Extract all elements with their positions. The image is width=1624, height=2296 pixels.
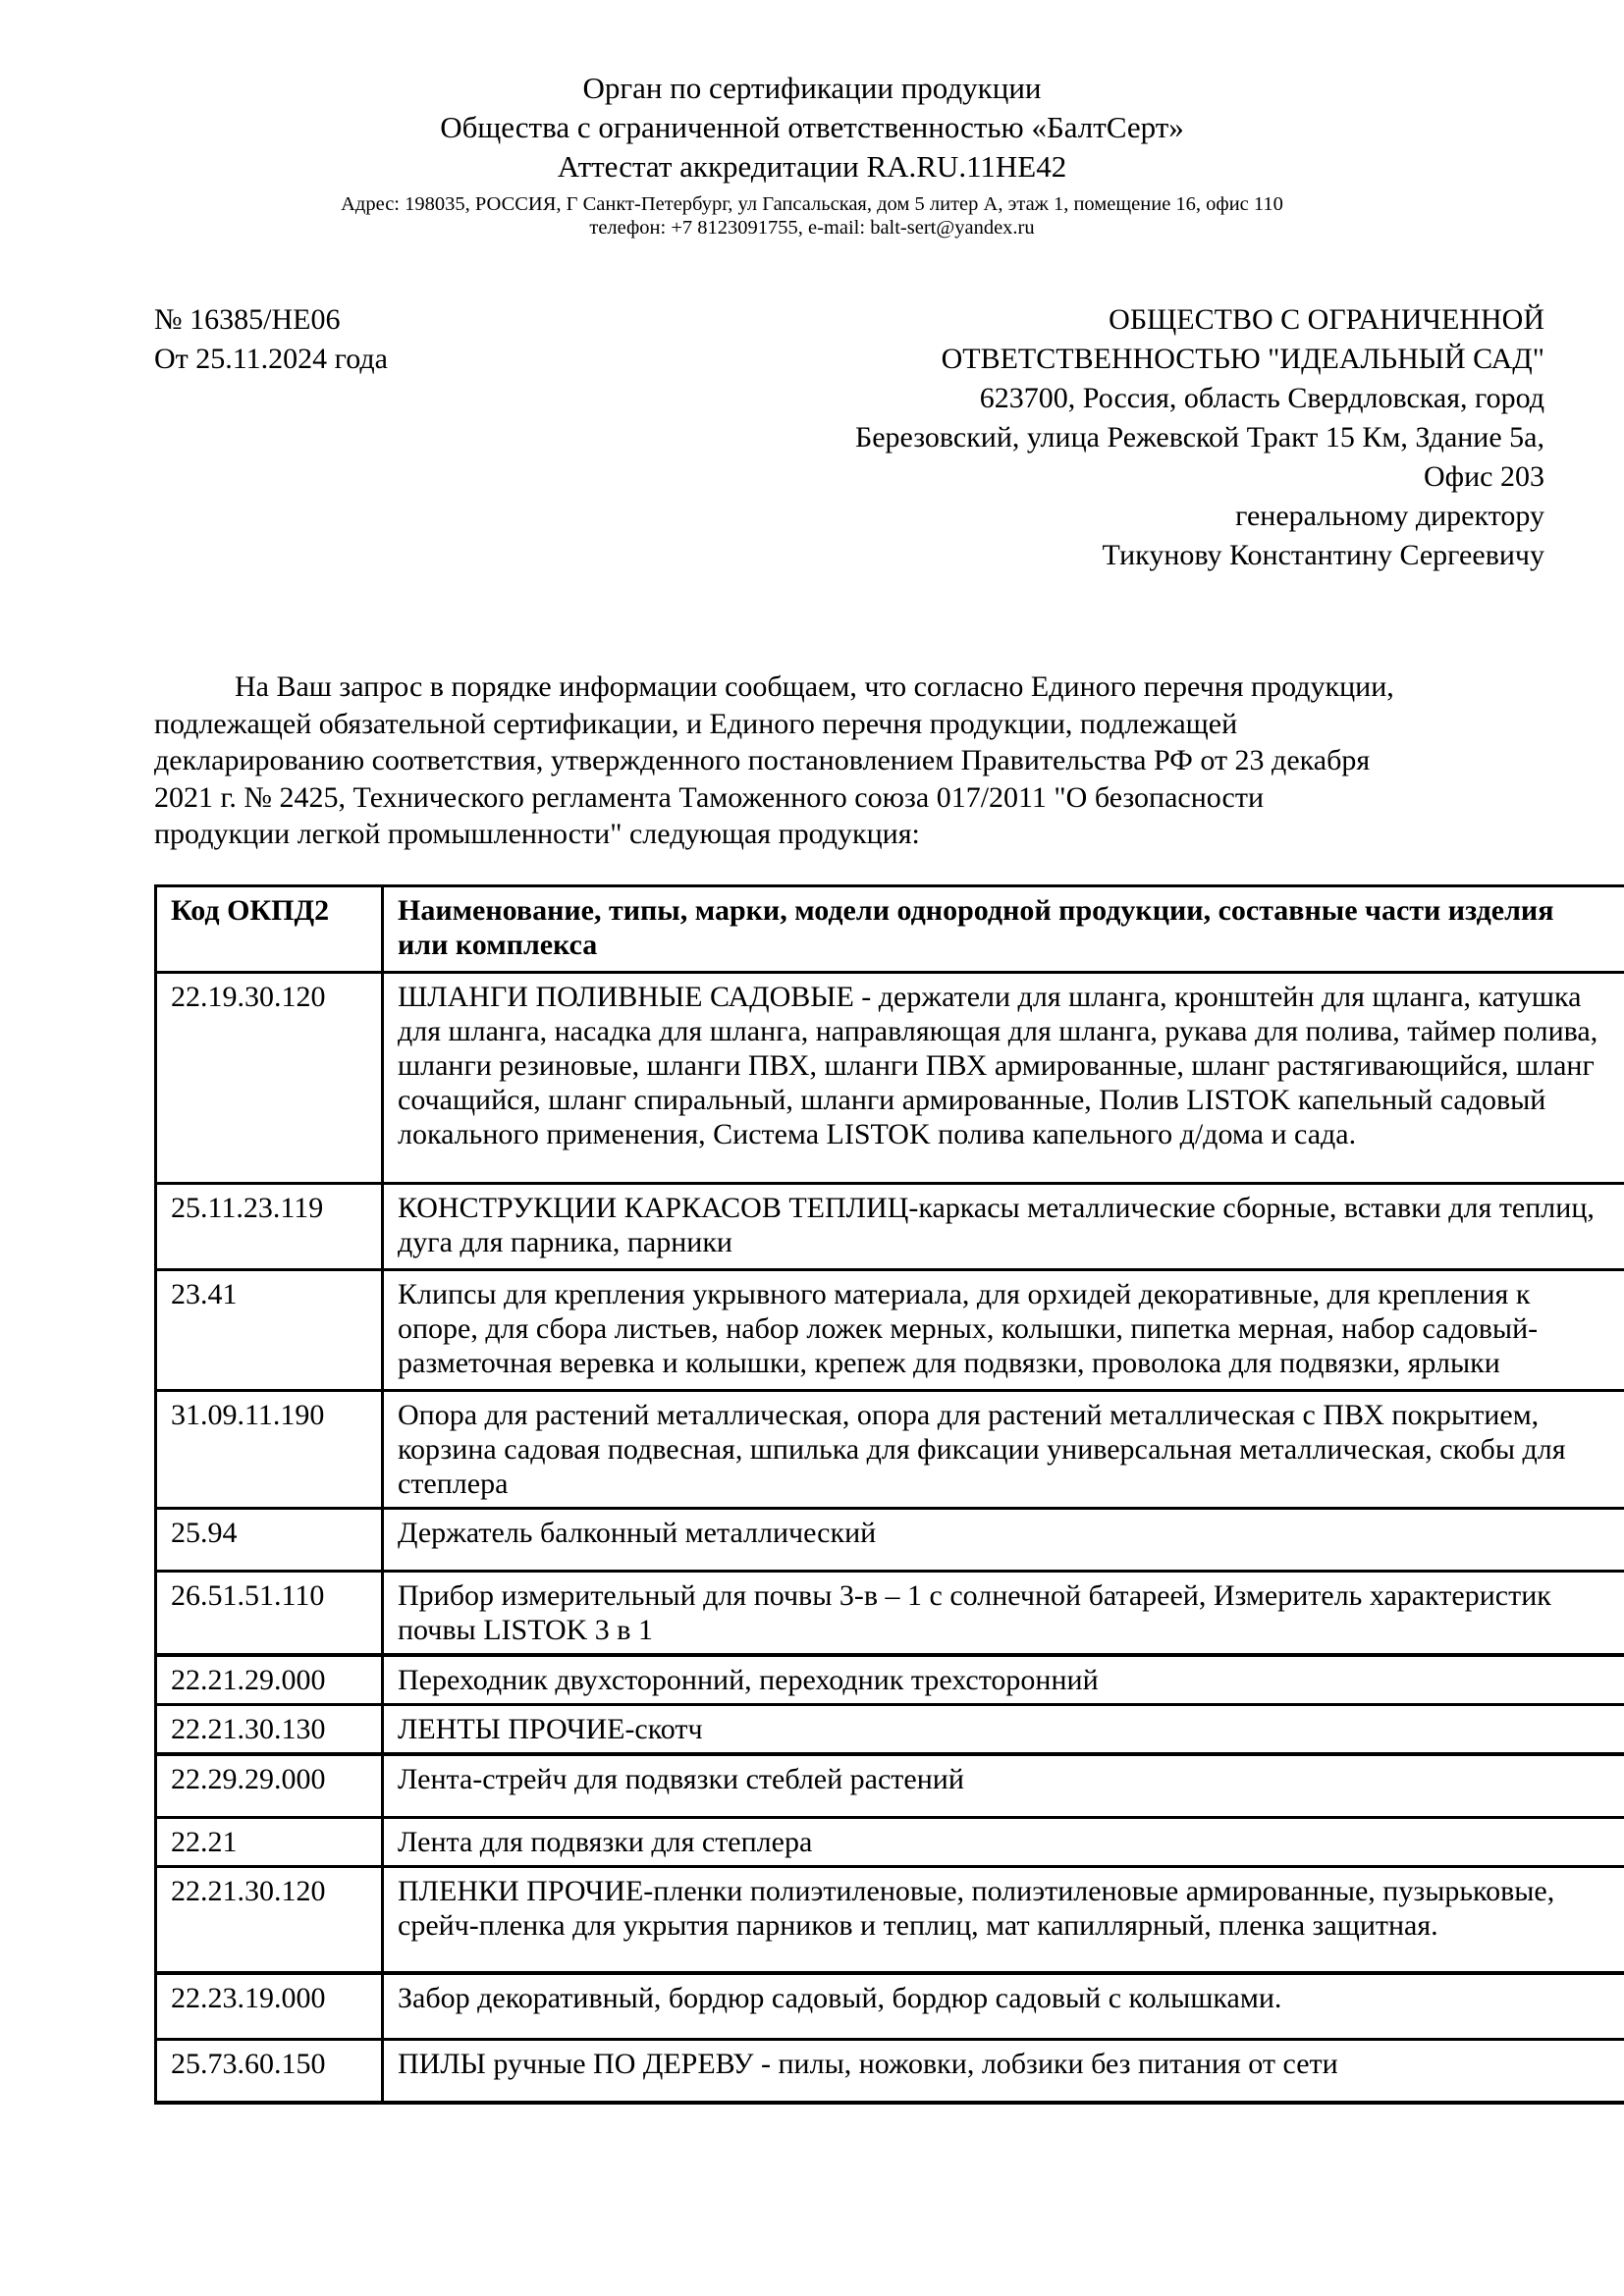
reference-and-recipient — [154, 300, 1544, 575]
table-row — [156, 1867, 1624, 1973]
table-row — [156, 1269, 1624, 1390]
table-row — [156, 1390, 1624, 1508]
body-paragraph — [154, 668, 1565, 853]
letterhead-address-line: Адрес: 198035, РОССИЯ, Г Санкт-Петербург, ул Гапсальская, дом 5 литер А, этаж 1, помещение 16, офис 110 — [341, 193, 1283, 215]
table-row — [156, 1704, 1624, 1754]
table-row — [156, 2040, 1624, 2103]
product-name-cell: Забор декоративный, бордюр садовый, бордюр садовый с колышками. — [383, 1973, 1624, 2040]
letterhead — [0, 0, 1624, 187]
okpd-code-cell: 22.19.30.120 — [156, 972, 383, 1183]
recipient-line: ОТВЕТСТВЕННОСТЬЮ "ИДЕАЛЬНЫЙ САД" — [941, 343, 1544, 375]
outgoing-number: № 16385/HE06 — [154, 303, 341, 336]
okpd-code-cell: 25.94 — [156, 1508, 383, 1571]
letterhead-org-line1: Орган по сертификации продукции — [582, 71, 1042, 105]
recipient-line: 623700, Россия, область Свердловская, город — [979, 382, 1544, 414]
okpd-code-cell: 22.21.29.000 — [156, 1655, 383, 1705]
letterhead-org-line2: Общества с ограниченной ответственностью «БалтСерт» — [440, 110, 1184, 144]
table-row — [156, 1183, 1624, 1269]
outgoing-date: От 25.11.2024 года — [154, 343, 388, 375]
table-row — [156, 1655, 1624, 1705]
recipient-line: Офис 203 — [1424, 460, 1544, 493]
okpd-code-cell: 31.09.11.190 — [156, 1390, 383, 1508]
product-name-cell: ПЛЕНКИ ПРОЧИЕ-пленки полиэтиленовые, полиэтиленовые армированные, пузырьковые, срейч-пленка для укрытия парников и теплиц, мат капиллярный, пленка защитная. — [383, 1867, 1624, 1973]
recipient-line: Березовский, улица Режевской Тракт 15 Км, Здание 5а, — [854, 421, 1544, 454]
paragraph-line: На Ваш запрос в порядке информации сообщаем, что согласно Единого перечня продукции, — [235, 670, 1394, 703]
okpd-code-cell: 26.51.51.110 — [156, 1571, 383, 1655]
letterhead-accreditation: Аттестат аккредитации RA.RU.11HE42 — [557, 149, 1067, 184]
okpd-code-cell: 22.23.19.000 — [156, 1973, 383, 2040]
table-row — [156, 1571, 1624, 1655]
product-name-cell: Лента-стрейч для подвязки стеблей растений — [383, 1754, 1624, 1818]
table-row — [156, 1973, 1624, 2040]
product-name-cell: Клипсы для крепления укрывного материала, для орхидей декоративные, для крепления к опоре, для сбора листьев, набор ложек мерных, колышки, пипетка мерная, набор садовый-разметочная веревка и колышки, крепеж для подвязки, проволока для подвязки, ярлыки — [383, 1269, 1624, 1390]
product-name-cell: Прибор измерительный для почвы 3-в – 1 с солнечной батареей, Измеритель характеристик почвы LISTOK 3 в 1 — [383, 1571, 1624, 1655]
table-row — [156, 1818, 1624, 1867]
product-name-cell: Держатель балконный металлический — [383, 1508, 1624, 1571]
okpd-code-cell: 25.11.23.119 — [156, 1183, 383, 1269]
table-row — [156, 1508, 1624, 1571]
okpd-code-cell: 25.73.60.150 — [156, 2040, 383, 2103]
recipient-line: генеральному директору — [1235, 500, 1544, 532]
product-name-header: Наименование, типы, марки, модели однородной продукции, составные части изделия или комплекса — [383, 885, 1624, 972]
recipient-line: ОБЩЕСТВО С ОГРАНИЧЕННОЙ — [1109, 303, 1544, 336]
product-name-cell: ЛЕНТЫ ПРОЧИЕ-скотч — [383, 1704, 1624, 1754]
product-name-cell: ПИЛЫ ручные ПО ДЕРЕВУ - пилы, ножовки, лобзики без питания от сети — [383, 2040, 1624, 2103]
table-row — [156, 972, 1624, 1183]
table-header-row — [156, 885, 1624, 972]
okpd-code-header: Код ОКПД2 — [156, 885, 383, 972]
letterhead-address — [0, 192, 1624, 240]
okpd-code-cell: 22.21.30.120 — [156, 1867, 383, 1973]
recipient-block — [855, 300, 1544, 575]
product-name-cell: КОНСТРУКЦИИ КАРКАСОВ ТЕПЛИЦ-каркасы металлические сборные, вставки для теплиц, дуга для парника, парники — [383, 1183, 1624, 1269]
paragraph-line: 2021 г. № 2425, Технического регламента Таможенного союза 017/2011 "О безопасности — [154, 780, 1265, 814]
paragraph-line: декларированию соответствия, утвержденного постановлением Правительства РФ от 23 декабря — [154, 744, 1371, 776]
okpd-code-cell: 22.21 — [156, 1818, 383, 1867]
reference-block — [154, 300, 388, 379]
product-name-cell: Переходник двухсторонний, переходник трехсторонний — [383, 1655, 1624, 1705]
okpd-code-cell: 22.21.30.130 — [156, 1704, 383, 1754]
okpd-code-cell: 23.41 — [156, 1269, 383, 1390]
paragraph-line: подлежащей обязательной сертификации, и Единого перечня продукции, подлежащей — [154, 707, 1238, 740]
products-table — [154, 884, 1624, 2105]
paragraph-line: продукции легкой промышленности" следующая продукция: — [154, 818, 920, 850]
product-name-cell: Опора для растений металлическая, опора для растений металлическая с ПВХ покрытием, корзина садовая подвесная, шпилька для фиксации универсальная металлическая, скобы для степлера — [383, 1390, 1624, 1508]
recipient-line: Тикунову Константину Сергеевичу — [1102, 539, 1544, 571]
letterhead-contacts-line: телефон: +7 8123091755, e-mail: balt-sert@yandex.ru — [589, 217, 1035, 239]
table-row — [156, 1754, 1624, 1818]
product-name-cell: Лента для подвязки для степлера — [383, 1818, 1624, 1867]
okpd-code-cell: 22.29.29.000 — [156, 1754, 383, 1818]
product-name-cell: ШЛАНГИ ПОЛИВНЫЕ САДОВЫЕ - держатели для шланга, кронштейн для щланга, катушка для шланга, насадка для шланга, направляющая для шланга, рукава для полива, таймер полива, шланги резиновые, шланги ПВХ, шланги ПВХ армированные, шланг растягивающийся, шланг сочащийся, шланг спиральный, шланги армированные, Полив LISTOK капельный садовый локального применения, Система LISTOK полива капельного д/дома и сада. — [383, 972, 1624, 1183]
